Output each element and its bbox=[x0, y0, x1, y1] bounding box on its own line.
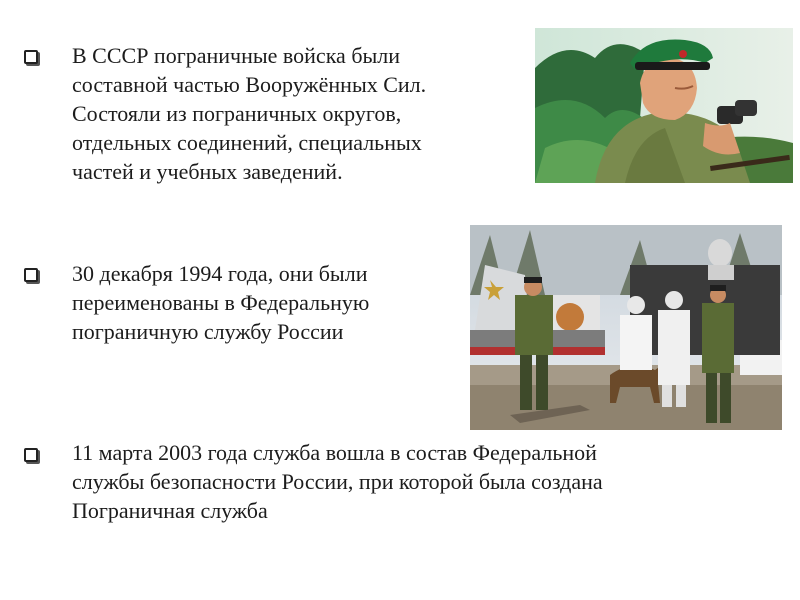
memorial-guards-photo bbox=[470, 225, 782, 430]
border-guard-painting bbox=[535, 28, 793, 183]
bullet-3-line-2: службы безопасности России, при которой была создана bbox=[72, 469, 603, 494]
bullet-3-line-3: Пограничная служба bbox=[72, 498, 268, 523]
bullet-text-3 bbox=[72, 438, 603, 525]
border-guard-painting-icon bbox=[535, 28, 793, 183]
bullet-1-line-5: частей и учебных заведений. bbox=[72, 159, 343, 184]
bullet-text-1 bbox=[72, 41, 426, 186]
bullet-marker-1 bbox=[24, 50, 38, 64]
bullet-marker-3 bbox=[24, 448, 38, 462]
bullet-2-line-2: переименованы в Федеральную bbox=[72, 290, 370, 315]
bullet-1-line-4: отдельных соединений, специальных bbox=[72, 130, 422, 155]
bullet-2-line-3: пограничную службу России bbox=[72, 319, 344, 344]
bullet-1-line-3: Состояли из пограничных округов, bbox=[72, 101, 402, 126]
bullet-1-line-1: В СССР пограничные войска были bbox=[72, 43, 401, 68]
bullet-text-2 bbox=[72, 259, 369, 346]
bullet-1-line-2: составной частью Вооружённых Сил. bbox=[72, 72, 427, 97]
bullet-3-line-1: 11 марта 2003 года служба вошла в состав Федеральной bbox=[72, 440, 597, 465]
memorial-guards-photo-icon bbox=[470, 225, 782, 430]
bullet-2-line-1: 30 декабря 1994 года, они были bbox=[72, 261, 368, 286]
bullet-marker-2 bbox=[24, 268, 38, 282]
